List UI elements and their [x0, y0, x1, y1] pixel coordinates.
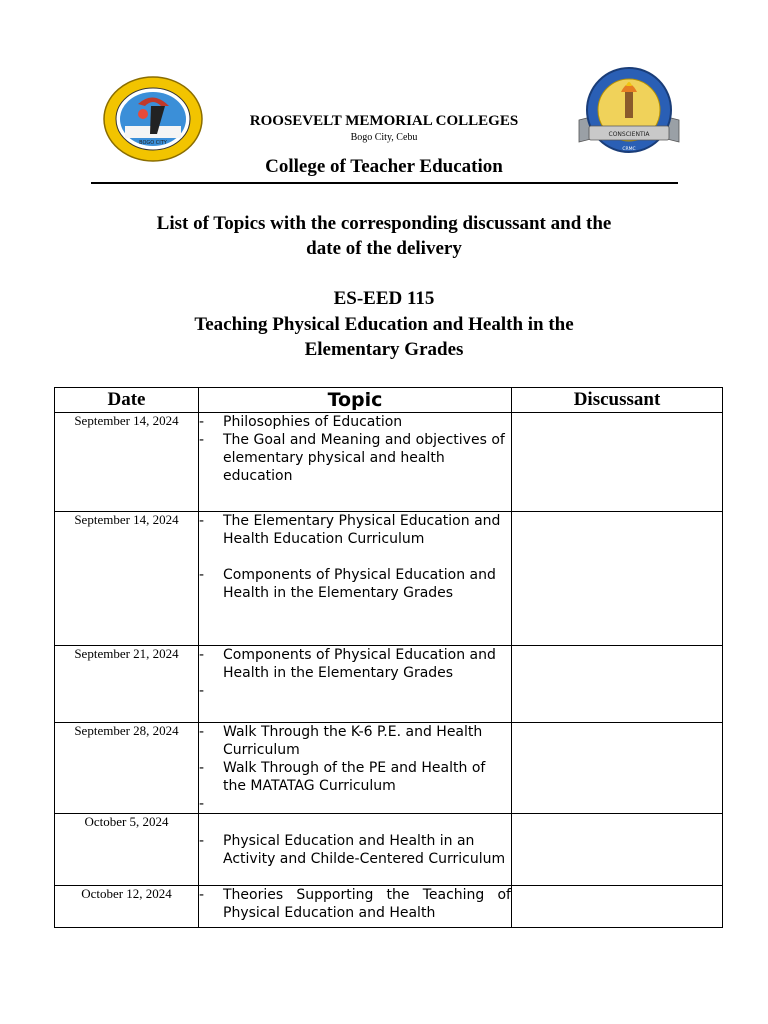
topics-table — [54, 387, 723, 928]
table-row — [55, 723, 723, 814]
table-row — [55, 886, 723, 928]
date-cell: October 5, 2024 — [55, 814, 199, 886]
discussant-cell — [512, 646, 723, 723]
svg-text:CRMC: CRMC — [622, 147, 636, 152]
college-name: College of Teacher Education — [265, 156, 503, 177]
topic-item: - Physical Education and Health in an Activity and Childe-Centered Curriculum — [199, 833, 506, 867]
institution-name: ROOSEVELT MEMORIAL COLLEGES — [249, 113, 519, 129]
discussant-cell — [512, 413, 723, 512]
topic-item: - — [199, 683, 205, 699]
table-row — [55, 413, 723, 512]
table-row — [55, 512, 723, 646]
header-divider — [91, 182, 678, 184]
discussant-cell — [512, 886, 723, 928]
course-code: ES-EED 115 — [333, 288, 435, 309]
document-title-line-1: List of Topics with the corresponding discussant and the — [156, 213, 612, 234]
discussant-cell — [512, 814, 723, 886]
college-of-teacher-education-logo — [575, 64, 683, 160]
topic-cell — [199, 512, 512, 646]
topic-item: - — [199, 796, 205, 812]
discussant-cell — [512, 512, 723, 646]
topic-item: - Philosophies of Education — [199, 414, 403, 430]
date-cell: September 28, 2024 — [55, 723, 199, 814]
topic-item: - The Elementary Physical Education and Health Education Curriculum — [199, 513, 501, 547]
discussant-cell — [512, 723, 723, 814]
topic-cell — [199, 814, 512, 886]
topic-column-header: Topic — [199, 388, 512, 413]
topic-item: - The Goal and Meaning and objectives of elementary physical and health education — [199, 432, 505, 484]
topic-item: - Walk Through the K-6 P.E. and Health Curriculum — [199, 724, 483, 758]
svg-text:CONSCIENTIA: CONSCIENTIA — [608, 131, 650, 138]
topic-item: - Components of Physical Education and Health in the Elementary Grades — [199, 647, 496, 681]
table-row — [55, 646, 723, 723]
topic-cell — [199, 723, 512, 814]
institution-location: Bogo City, Cebu — [350, 132, 418, 143]
table-header-row — [55, 388, 723, 413]
svg-text:BOGO CITY: BOGO CITY — [139, 140, 167, 146]
document-title — [100, 211, 668, 261]
topic-item: - Components of Physical Education and Health in the Elementary Grades — [199, 567, 496, 601]
document-title-line-2: date of the delivery — [306, 238, 462, 259]
topic-cell — [199, 413, 512, 512]
topic-item: - Walk Through of the PE and Health of the MATATAG Curriculum — [199, 760, 486, 794]
date-cell: September 21, 2024 — [55, 646, 199, 723]
discussant-column-header: Discussant — [512, 388, 723, 413]
topic-item: - Theories Supporting the Teaching of Physical Education and Health — [199, 887, 511, 921]
course-title — [100, 312, 668, 362]
topic-cell — [199, 646, 512, 723]
course-title-line-1: Teaching Physical Education and Health in the — [194, 314, 574, 335]
date-cell: September 14, 2024 — [55, 413, 199, 512]
date-column-header: Date — [55, 388, 199, 413]
topic-cell — [199, 886, 512, 928]
date-cell: October 12, 2024 — [55, 886, 199, 928]
course-title-line-2: Elementary Grades — [304, 339, 464, 360]
table-row — [55, 814, 723, 886]
date-cell: September 14, 2024 — [55, 512, 199, 646]
